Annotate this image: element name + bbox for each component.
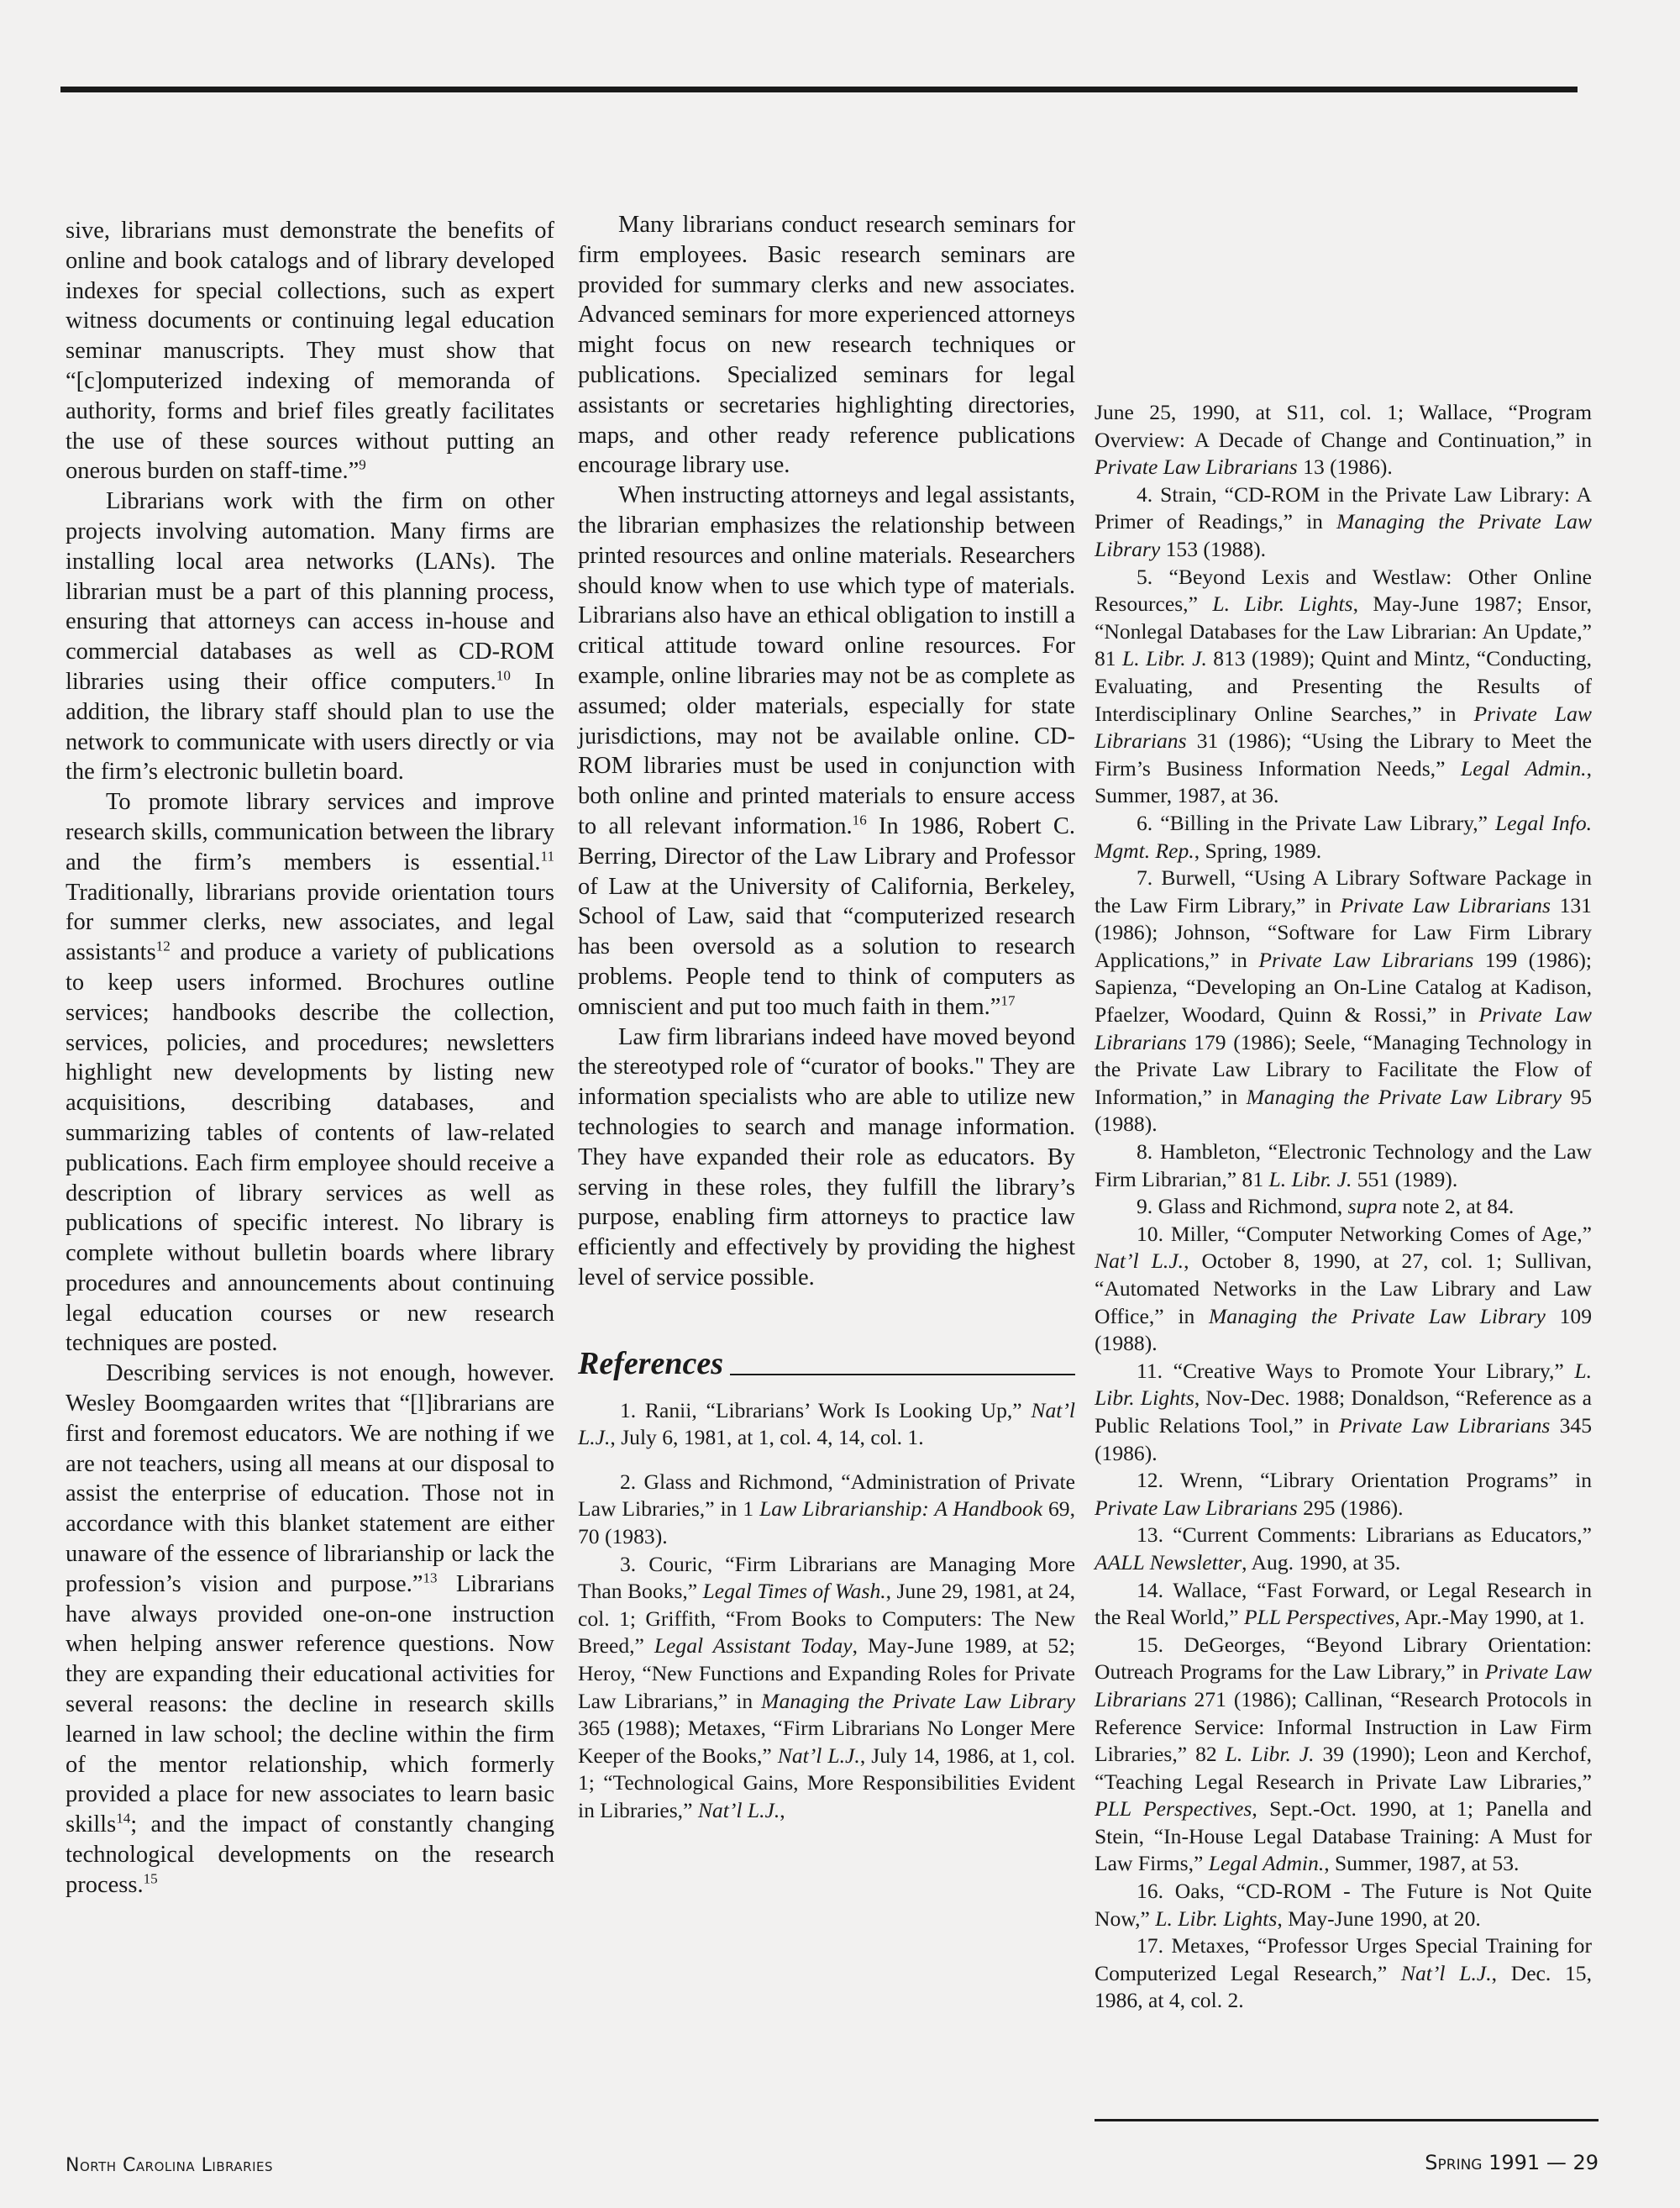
references-section (578, 1343, 1075, 1825)
footer-publication: North Carolina Libraries (66, 2155, 274, 2176)
footnote-marker: 10 (496, 667, 511, 684)
footnote-marker: 11 (540, 848, 554, 865)
reference-item: 3. Couric, “Firm Librarians are Managing More Than Books,” Legal Times of Wash., June 29, 1981, at 24, col. 1; Griffith, “From Books to Computers: The New Breed,” Legal Assistant Today, May-June 1989, at 52; Heroy, “New Functions and Expanding Roles for Private Law Librarians,” in Managing the Private Law Library 365 (1988); Metaxes, “Firm Librarians No Longer Mere Keeper of the Books,” Nat’l L.J., July 14, 1986, at 1, col. 1; “Technological Gains, More Responsibilities Evident in Libraries,” Nat’l L.J., (578, 1551, 1075, 1822)
reference-item: 11. “Creative Ways to Promote Your Library,” L. Libr. Lights, Nov-Dec. 1988; Donaldson, “Reference as a Public Relations Tool,” in Private Law Librarians 345 (1986). (1095, 1358, 1592, 1465)
references-title: References (578, 1345, 724, 1381)
reference-item: 14. Wallace, “Fast Forward, or Legal Research in the Real World,” PLL Perspectives, Apr.-May 1990, at 1. (1095, 1577, 1592, 1630)
reference-item: 8. Hambleton, “Electronic Technology and the Law Firm Librarian,” 81 L. Libr. J. 551 (1989). (1095, 1139, 1592, 1191)
paragraph: When instructing attorneys and legal assistants, the librarian emphasizes the relationship between printed resources and online materials. Researchers should know when to use which type of materials. Librarians also have an ethical obligation to instill a critical attitude toward online resources. For example, online libraries may not be as complete as assumed; older materials, especially for state jurisdictions, may not be available online. CD-ROM libraries must be used in conjunction with both online and printed materials to ensure access to all relevant information.$^{16}$ In 1986, Robert C. Berring, Director of the Law Library and Professor of Law at the University of California, Berkeley, School of Law, said that “computerized research has been oversold as a solution to research problems. People tend to think of computers as omniscient and put too much faith in them.”$^{17}$ (578, 482, 1076, 1020)
reference-item: June 25, 1990, at S11, col. 1; Wallace, “Program Overview: A Decade of Change and Continuation,” in Private Law Librarians 13 (1986). (1095, 400, 1592, 480)
top-rule (60, 87, 1578, 92)
footnote-marker: 17 (1000, 992, 1016, 1009)
footnote-marker: 12 (155, 938, 171, 954)
footnote-marker: 16 (852, 812, 867, 828)
reference-item: 13. “Current Comments: Librarians as Educators,” AALL Newsletter, Aug. 1990, at 35. (1095, 1522, 1592, 1575)
footer-issue-page: Spring 1991 — 29 (1425, 2151, 1599, 2174)
reference-item: 5. “Beyond Lexis and Westlaw: Other Online Resources,” L. Libr. Lights, May-June 1987; Ensor, “Nonlegal Databases for the Law Librarian: An Update,” 81 L. Libr. J. 813 (1989); Quint and Mintz, “Conducting, Evaluating, and Presenting the Results of Interdisciplinary Online Searches,” in Private Law Librarians 31 (1986); “Using the Library to Meet the Firm’s Business Information Needs,” Legal Admin., Summer, 1987, at 36. (1095, 564, 1593, 808)
bottom-rule (1095, 2119, 1599, 2121)
reference-item: 17. Metaxes, “Professor Urges Special Training for Computerized Legal Research,” Nat’l L.J., Dec. 15, 1986, at 4, col. 2. (1095, 1933, 1592, 2013)
paragraph: sive, librarians must demonstrate the benefits of online and book catalogs and of library developed indexes for special collections, such as expert witness documents or continuing legal education seminar manuscripts. They must show that “[c]omputerized indexing of memoranda of authority, forms and brief files greatly facilitates the use of these sources without putting an onerous burden on staff-time.”$^9$ (66, 218, 554, 485)
references-heading (578, 1343, 1075, 1380)
paragraph: Describing services is not enough, however. Wesley Boomgaarden writes that “[l]ibrarians are first and foremost educators. We are nothing if we are not teachers, using all means at our disposal to assist the enterprise of education. Those not in accordance with this blanket statement are either unaware of the essence of librarianship or lack the profession’s vision and purpose.”$^{13}$ Librarians have always provided one-on-one instruction when helping answer reference questions. Now they are expanding their educational activities for several reasons: the decline in research skills learned in law school; the decline within the firm of the mentor relationship, which formerly provided a place for new associates to learn basic skills$^{14}$; and the impact of constantly changing technological developments on the research process.$^{15}$ (66, 1360, 554, 1898)
column-3 (1095, 399, 1592, 2015)
footnote-marker: 9 (359, 456, 366, 473)
column-1 (66, 216, 554, 1900)
reference-item: 16. Oaks, “CD-ROM - The Future is Not Quite Now,” L. Libr. Lights, May-June 1990, at 20. (1095, 1879, 1592, 1931)
footnote-marker: 14 (116, 1810, 131, 1827)
reference-item: 1. Ranii, “Librarians’ Work Is Looking Up,” Nat’l L.J., July 6, 1981, at 1, col. 4, 14, col. 1. (578, 1397, 1075, 1450)
reference-item: 15. DeGeorges, “Beyond Library Orientation: Outreach Programs for the Law Library,” in Private Law Librarians 271 (1986); Callinan, “Research Protocols in Reference Service: Informal Instruction in Law Firm Libraries,” 82 L. Libr. J. 39 (1990); Leon and Kerchof, “Teaching Legal Research in Private Law Libraries,” PLL Perspectives, Sept.-Oct. 1990, at 1; Panella and Stein, “In-House Legal Database Training: A Must for Law Firms,” Legal Admin., Summer, 1987, at 53. (1095, 1632, 1592, 1876)
reference-item: 6. “Billing in the Private Law Library,” Legal Info. Mgmt. Rep., Spring, 1989. (1095, 810, 1593, 863)
reference-item: 4. Strain, “CD-ROM in the Private Law Library: A Primer of Readings,” in Managing the Private Law Library 153 (1988). (1095, 481, 1592, 561)
paragraph: To promote library services and improve research skills, communication between the library and the firm’s members is essential.$^{11}$ Traditionally, librarians provide orientation tours for summer clerks, new associates, and legal assistants$^{12}$ and produce a variety of publications to keep users informed. Brochures outline services; handbooks describe the collection, services, policies, and procedures; newsletters highlight new developments by listing new acquisitions, describing databases, and summarizing tables of contents of law-related publications. Each firm employee should receive a description of library services as well as publications of specific interest. No library is complete without bulletin boards where library procedures and announcements about continuing legal education courses or new research techniques are posted. (66, 789, 554, 1357)
reference-item: 2. Glass and Richmond, “Administration of Private Law Libraries,” in 1 Law Librarianship: A Handbook 69, 70 (1983). (578, 1469, 1075, 1549)
footnote-marker: 15 (143, 1870, 158, 1887)
footnote-marker: 13 (423, 1569, 438, 1586)
paragraph: Law firm librarians indeed have moved beyond the stereotyped role of “curator of books." They are information specialists who are able to utilize new technologies to search and manage information. They have expanded their role as educators. By serving in these roles, they fulfill the library’s purpose, enabling firm attorneys to practice law efficiently and effectively by providing the highest level of service possible. (578, 1023, 1075, 1291)
reference-item: 7. Burwell, “Using A Library Software Package in the Law Firm Library,” in Private Law Librarians 131 (1986); Johnson, “Software for Law Firm Library Applications,” in Private Law Librarians 199 (1986); Sapienza, “Developing an On-Line Catalog at Kadison, Pfaelzer, Woodard, Quinn & Rossi,” in Private Law Librarians 179 (1986); Seele, “Managing Technology in the Private Law Library to Facilitate the Flow of Information,” in Managing the Private Law Library 95 (1988). (1095, 865, 1592, 1137)
reference-item: 9. Glass and Richmond, supra note 2, at 84. (1137, 1194, 1515, 1219)
reference-item: 12. Wrenn, “Library Orientation Programs” in Private Law Librarians 295 (1986). (1095, 1468, 1592, 1520)
paragraph: Librarians work with the firm on other projects involving automation. Many firms are installing local area networks (LANs). The librarian must be a part of this planning process, ensuring that attorneys can access in-house and commercial databases as well as CD-ROM libraries using their office computers.$^{10}$ In addition, the library staff should plan to use the network to communicate with users directly or via the firm’s electronic bulletin board. (66, 488, 555, 786)
paragraph: Many librarians conduct research seminars for firm employees. Basic research seminars are provided for summary clerks and new associates. Advanced seminars for more experienced attorneys might focus on new research techniques or publications. Specialized seminars for legal assistants or secretaries highlighting directories, maps, and other ready reference publications encourage library use. (578, 212, 1075, 479)
reference-item: 10. Miller, “Computer Networking Comes of Age,” Nat’l L.J., October 8, 1990, at 27, col. 1; Sullivan, “Automated Networks in the Law Library and Law Office,” in Managing the Private Law Library 109 (1988). (1095, 1221, 1592, 1356)
column-2 (578, 210, 1075, 1825)
heading-rule (730, 1374, 1075, 1375)
